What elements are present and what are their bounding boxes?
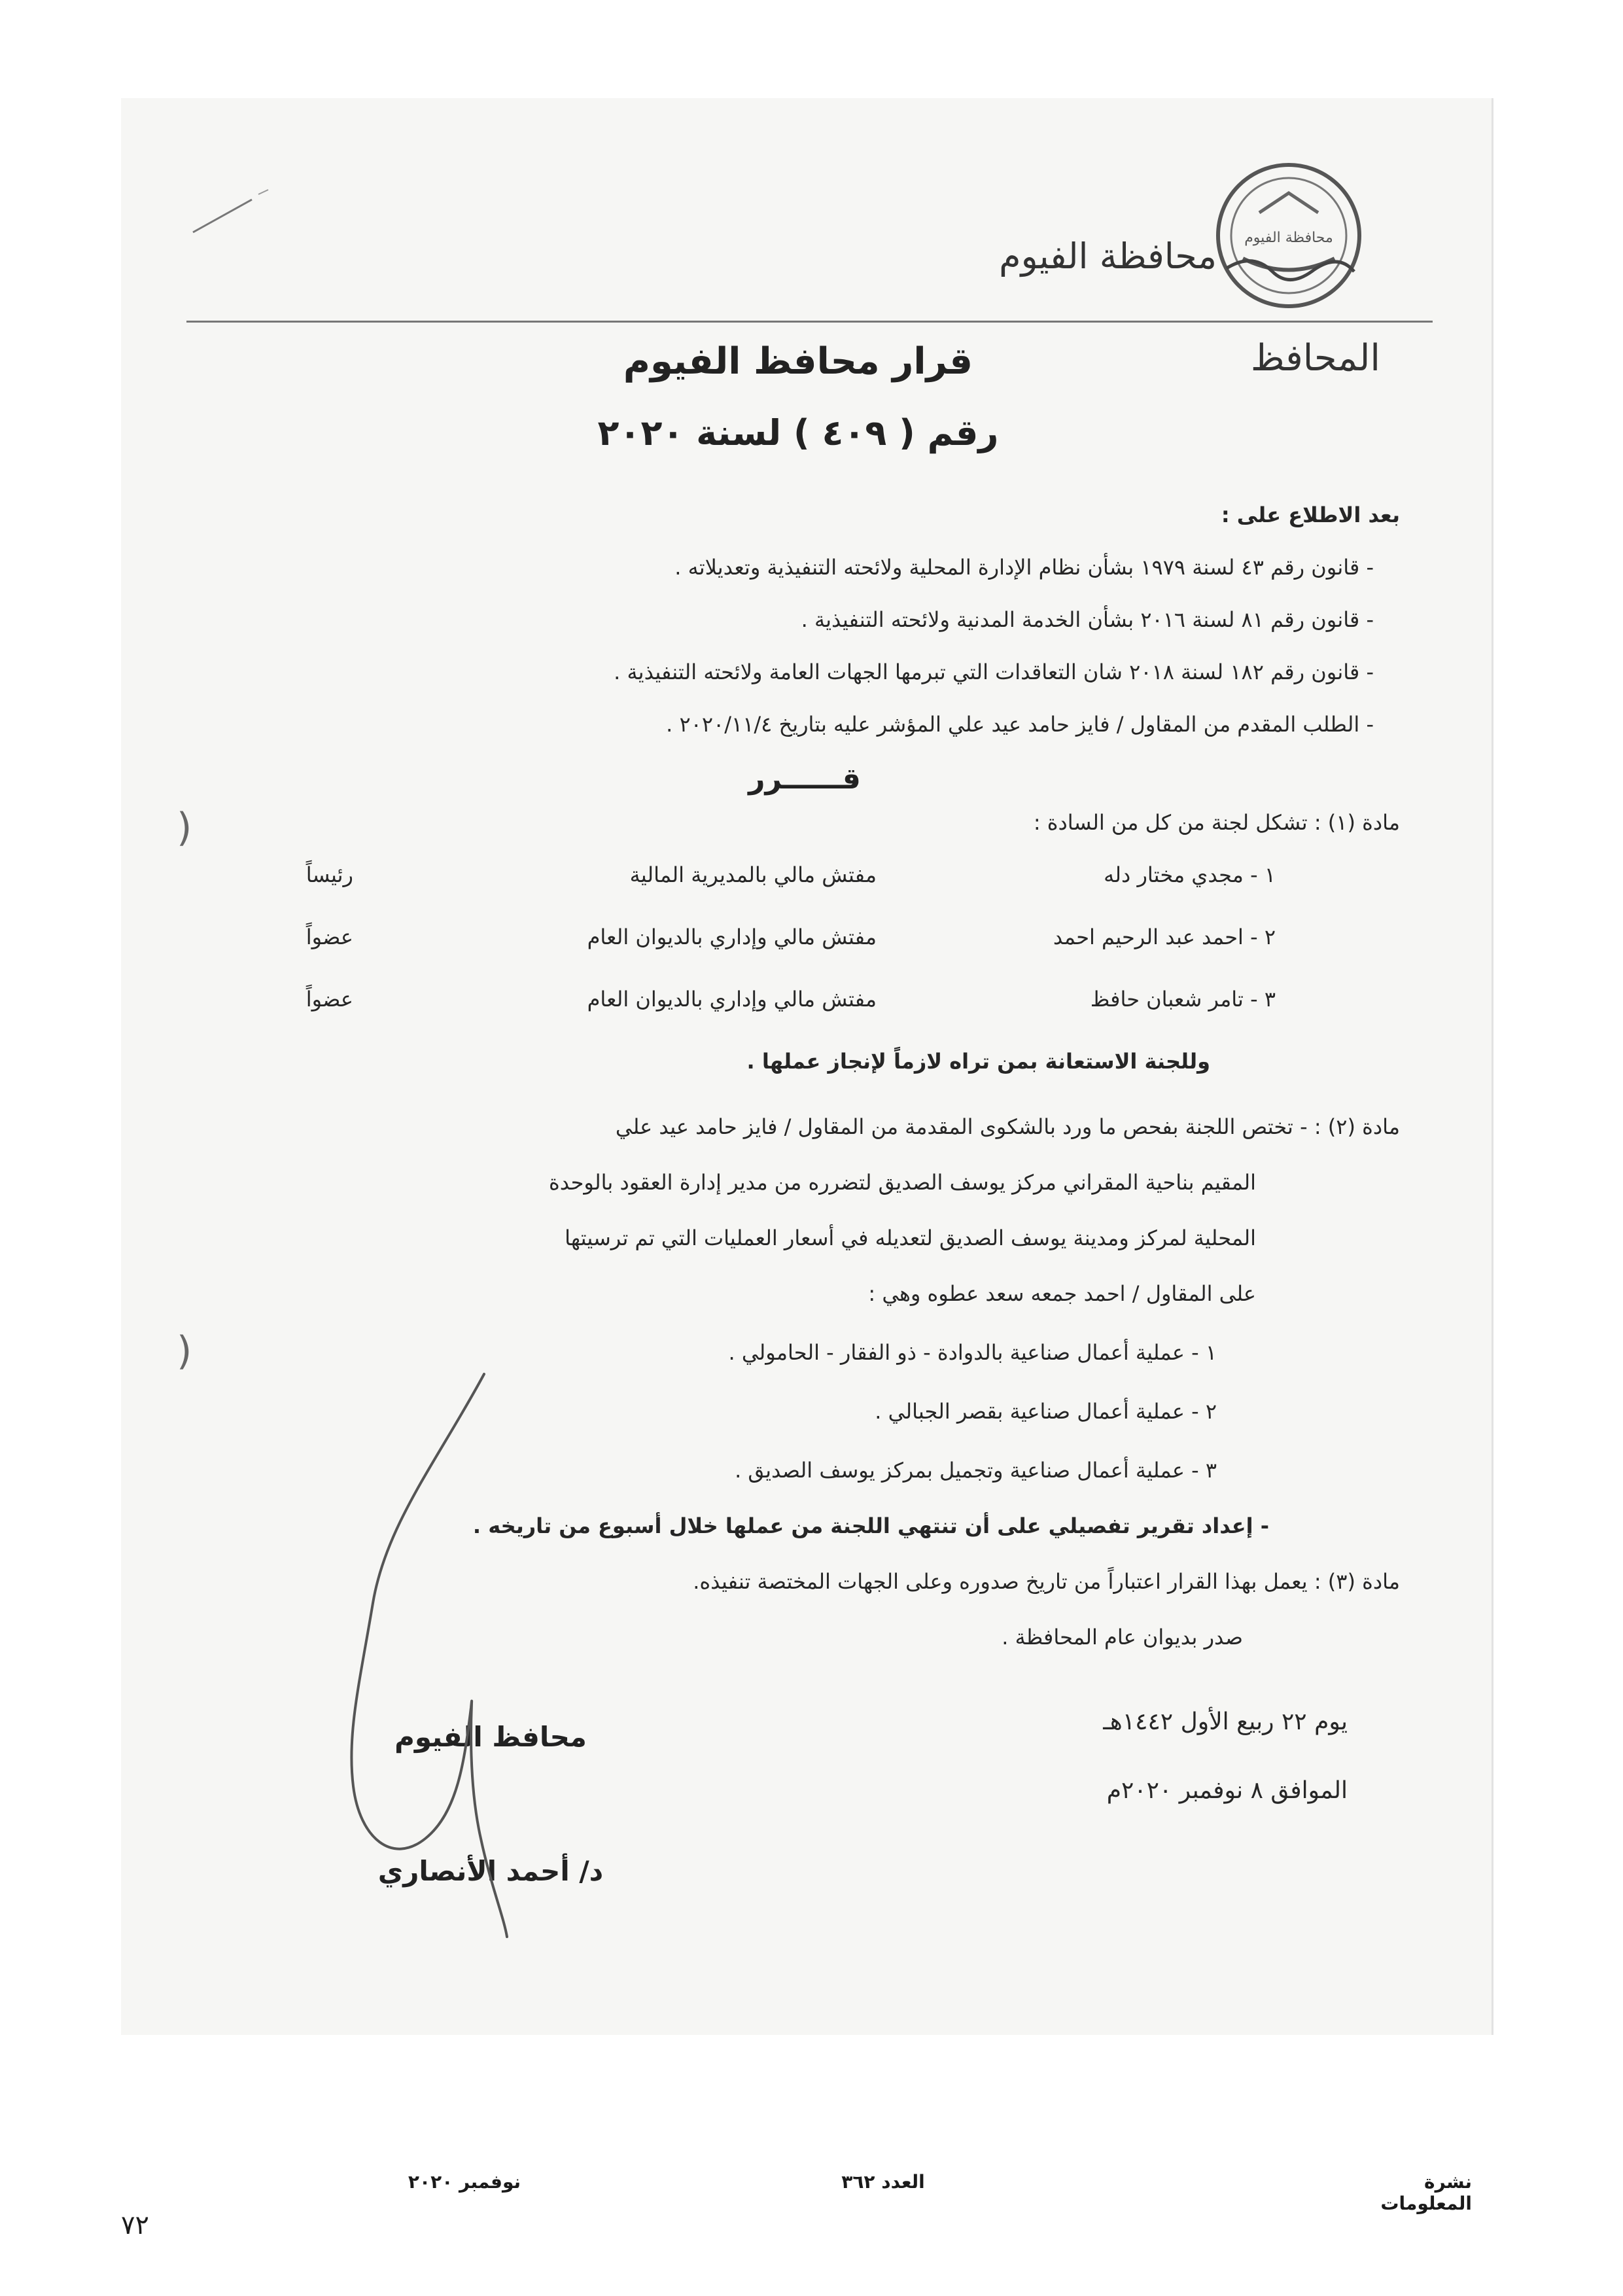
- signature-name: د/ أحمد الأنصاري: [377, 1855, 604, 1887]
- article3: مادة (٣) : يعمل بهذا القرار اعتباراً من تاريخ صدوره وعلى الجهات المختصة تنفيذه.: [693, 1569, 1400, 1594]
- member-3-position: مفتش مالي وإداري بالديوان العام: [587, 987, 877, 1012]
- member-1-name: ١ - مجدي مختار دله: [1104, 862, 1276, 887]
- article2-item-2: ٢ - عملية أعمال صناعية بقصر الجبالي .: [875, 1399, 1217, 1424]
- member-3-role: عضواً: [305, 987, 353, 1012]
- signature-title: محافظ الفيوم: [394, 1721, 587, 1753]
- governorate-logo: [1213, 160, 1364, 311]
- decision-title: قرار محافظ الفيوم: [623, 340, 973, 383]
- header-divider: [186, 321, 1433, 323]
- decision-heading: قــــــرر: [748, 762, 861, 796]
- preamble-item-1: - قانون رقم ٤٣ لسنة ١٩٧٩ بشأن نظام الإدارة المحلية ولائحته التنفيذية وتعديلاته .: [674, 555, 1374, 580]
- date-gregorian: الموافق ٨ نوفمبر ٢٠٢٠م: [1106, 1777, 1348, 1804]
- article1-closing: وللجنة الاستعانة بمن تراه لازماً لإنجاز عملها .: [746, 1049, 1210, 1074]
- page-number: ٧٢: [121, 2210, 149, 2240]
- article2-report: - إعداد تقرير تفصيلي على أن تنتهي اللجنة من عملها خلال أسبوع من تاريخه .: [472, 1513, 1269, 1538]
- article2-line-1: مادة (٢) : - تختص اللجنة بفحص ما ورد بالشكوى المقدمة من المقاول / فايز حامد عيد علي: [615, 1114, 1400, 1139]
- member-2-role: عضواً: [305, 925, 353, 949]
- footer-issue: العدد ٣٦٢: [841, 2171, 925, 2193]
- preamble-item-4: - الطلب المقدم من المقاول / فايز حامد عيد علي المؤشر عليه بتاريخ ٢٠٢٠/١١/٤ .: [666, 712, 1374, 737]
- member-2-position: مفتش مالي وإداري بالديوان العام: [587, 925, 877, 949]
- preamble-heading: بعد الاطلاع على :: [1221, 503, 1400, 527]
- article2-line-2: المقيم بناحية المقراني مركز يوسف الصديق لتضرره من مدير إدارة العقود بالوحدة: [549, 1170, 1256, 1195]
- issued-at: صدر بديوان عام المحافظة .: [1002, 1625, 1243, 1650]
- member-1-position: مفتش مالي بالمديرية المالية: [629, 862, 877, 887]
- preamble-item-3: - قانون رقم ١٨٢ لسنة ٢٠١٨ شان التعاقدات التي تبرمها الجهات العامة ولائحته التنفيذية .: [614, 660, 1374, 684]
- date-hijri: يوم ٢٢ ربيع الأول ١٤٤٢هـ: [1103, 1708, 1348, 1735]
- office-title: المحافظ: [1250, 337, 1380, 380]
- binder-mark-bottom: ): [177, 1328, 192, 1374]
- pen-mark: [190, 186, 275, 239]
- footer-month: نوفمبر ٢٠٢٠: [408, 2171, 521, 2193]
- member-2-name: ٢ - احمد عبد الرحيم احمد: [1053, 925, 1276, 949]
- governorate-name: محافظة الفيوم: [999, 236, 1217, 277]
- binder-mark-top: ): [177, 805, 192, 851]
- preamble-item-2: - قانون رقم ٨١ لسنة ٢٠١٦ بشأن الخدمة المدنية ولائحته التنفيذية .: [801, 607, 1374, 632]
- article2-line-3: المحلية لمركز ومدينة يوسف الصديق لتعديله في أسعار العمليات التي تم ترسيتها: [565, 1226, 1256, 1250]
- logo-text: محافظة الفيوم: [1244, 230, 1333, 246]
- article2-line-4: على المقاول / احمد جمعه سعد عطوه وهي :: [868, 1281, 1256, 1306]
- article1-intro: مادة (١) : تشكل لجنة من كل من السادة :: [1033, 810, 1400, 835]
- article2-item-1: ١ - عملية أعمال صناعية بالدوادة - ذو الفقار - الحامولي .: [728, 1340, 1217, 1365]
- handwritten-signature: [307, 1368, 543, 1943]
- member-1-role: رئيساً: [305, 862, 353, 887]
- decision-number: رقم ( ٤٠٩ ) لسنة ٢٠٢٠: [597, 412, 999, 453]
- member-3-name: ٣ - تامر شعبان حافظ: [1090, 987, 1276, 1012]
- article2-item-3: ٣ - عملية أعمال صناعية وتجميل بمركز يوسف الصديق .: [735, 1458, 1217, 1483]
- footer-publication: نشرة المعلومات: [1380, 2171, 1472, 2214]
